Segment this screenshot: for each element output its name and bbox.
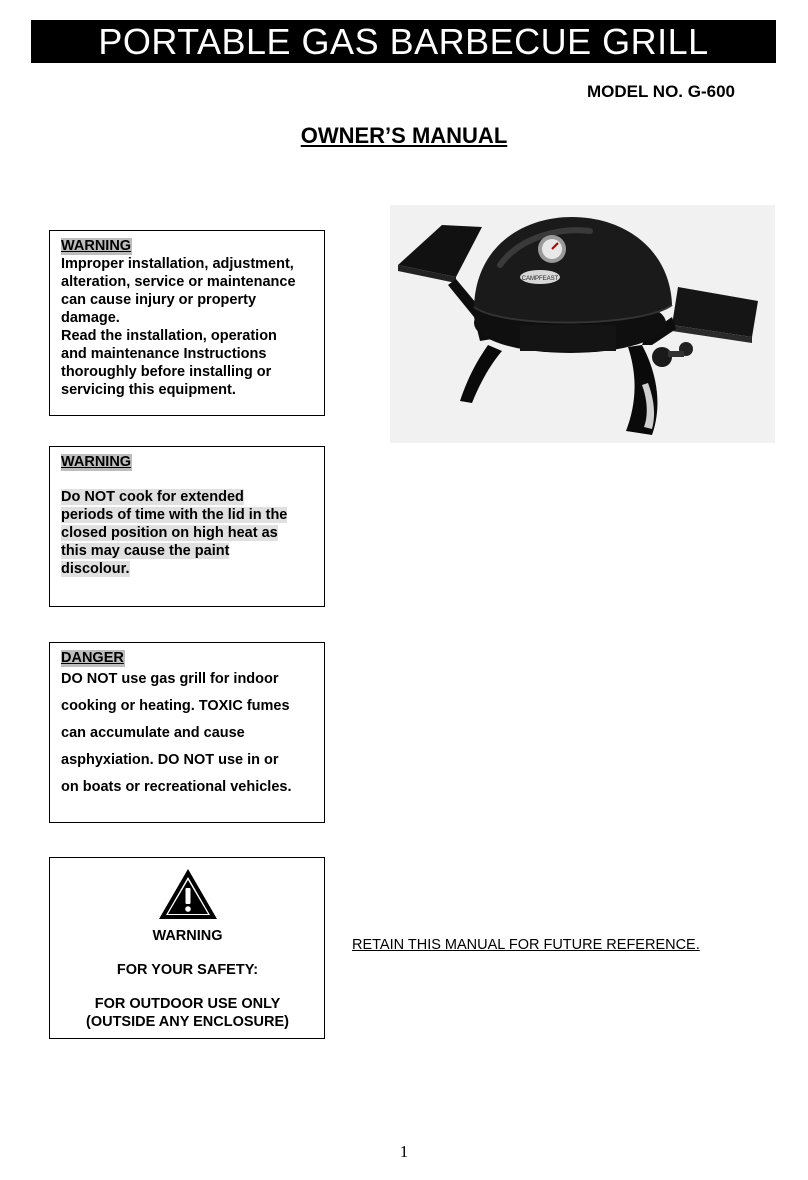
grill-badge-label: CAMPFEAST: [521, 276, 559, 282]
warning-line: can cause injury or property: [61, 292, 257, 308]
retain-manual-note: RETAIN THIS MANUAL FOR FUTURE REFERENCE.: [352, 937, 700, 953]
model-number: MODEL NO. G-600: [587, 82, 735, 101]
safety-box: [49, 857, 325, 1039]
danger-tag: DANGER: [61, 650, 124, 666]
safety-heading: FOR YOUR SAFETY:: [116, 962, 259, 978]
warning-box-lid: [49, 446, 325, 607]
warning-line: damage.: [61, 310, 120, 326]
danger-line: on boats or recreational vehicles.: [61, 779, 292, 795]
warning-line: and maintenance Instructions: [61, 346, 267, 362]
outside-enclosure-line: (OUTSIDE ANY ENCLOSURE): [85, 1014, 289, 1030]
page-number: 1: [399, 1142, 409, 1161]
warning-line: Improper installation, adjustment,: [61, 256, 294, 272]
manual-heading: OWNER’S MANUAL: [300, 123, 508, 148]
safety-warning-label: WARNING: [152, 928, 223, 944]
warning-triangle-icon: [156, 866, 220, 922]
warning-line: this may cause the paint: [61, 543, 230, 559]
warning-line: discolour.: [61, 561, 130, 577]
danger-box: [49, 642, 325, 823]
danger-line: can accumulate and cause: [61, 725, 245, 741]
warning-line: periods of time with the lid in the: [61, 507, 288, 523]
warning-line: servicing this equipment.: [61, 382, 236, 398]
danger-line: asphyxiation. DO NOT use in or: [61, 752, 279, 768]
warning-box-installation: [49, 230, 325, 416]
warning-line: alteration, service or maintenance: [61, 274, 296, 290]
danger-line: DO NOT use gas grill for indoor: [61, 671, 279, 687]
warning-tag: WARNING: [61, 238, 132, 254]
warning-line: closed position on high heat as: [61, 525, 278, 541]
document-title: PORTABLE GAS BARBECUE GRILL: [31, 20, 776, 63]
grill-product-photo: [390, 205, 775, 443]
danger-line: cooking or heating. TOXIC fumes: [61, 698, 290, 714]
grill-illustration: [390, 205, 775, 443]
warning-line: thoroughly before installing or: [61, 364, 272, 380]
warning-line: Read the installation, operation: [61, 328, 277, 344]
warning-line: Do NOT cook for extended: [61, 489, 244, 505]
warning-tag: WARNING: [61, 454, 132, 470]
outdoor-use-line: FOR OUTDOOR USE ONLY: [94, 996, 281, 1012]
